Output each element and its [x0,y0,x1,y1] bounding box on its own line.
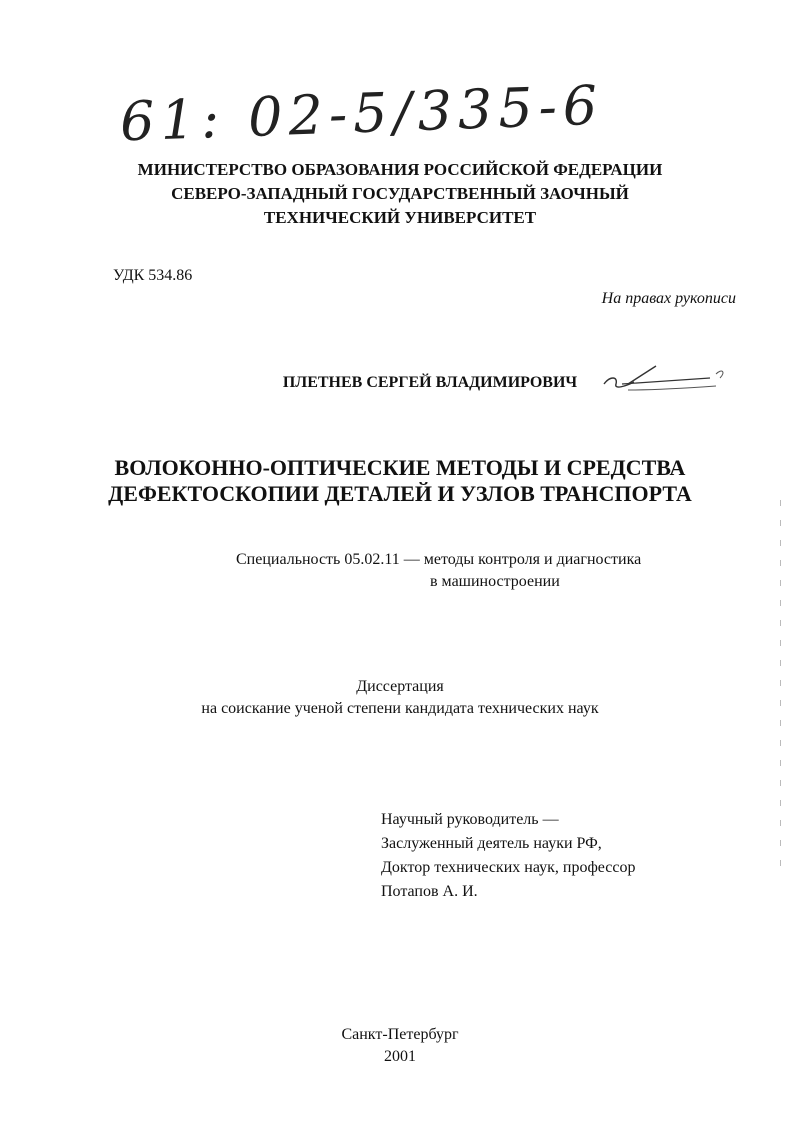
dissertation-type [0,676,800,720]
rights-note: На правах рукописи [601,290,736,307]
specialty-line-1: Специальность 05.02.11 — методы контроля и диагностика [236,551,642,568]
advisor-line-3: Доктор технических наук, профессор [381,859,636,876]
ministry-line-2: СЕВЕРО-ЗАПАДНЫЙ ГОСУДАРСТВЕННЫЙ ЗАОЧНЫЙ [171,184,629,203]
dissertation-line-2: на соискание ученой степени кандидата технических наук [201,700,599,717]
scientific-advisor [381,808,636,904]
udk-code: УДК 534.86 [113,267,193,284]
year: 2001 [384,1048,416,1065]
scan-edge-mark [779,500,782,880]
ministry-line-3: ТЕХНИЧЕСКИЙ УНИВЕРСИТЕТ [263,208,537,227]
archive-code-handwritten: 61: 02-5/335-6 [119,73,605,154]
author-name: ПЛЕТНЕВ СЕРГЕЙ ВЛАДИМИРОВИЧ [282,374,578,391]
specialty-line-2: в машиностроении [430,573,560,590]
specialty [236,549,641,593]
signature-mark [598,360,738,400]
ministry-line-1: МИНИСТЕРСТВО ОБРАЗОВАНИЯ РОССИЙСКОЙ ФЕДЕРАЦИИ [137,160,663,179]
advisor-line-4: Потапов А. И. [381,883,478,900]
dissertation-title [0,455,800,507]
title-line-2: ДЕФЕКТОСКОПИИ ДЕТАЛЕЙ И УЗЛОВ ТРАНСПОРТА [108,481,692,506]
advisor-line-2: Заслуженный деятель науки РФ, [381,835,602,852]
dissertation-line-1: Диссертация [356,678,444,695]
city: Санкт-Петербург [341,1026,459,1043]
advisor-line-1: Научный руководитель — [381,811,559,828]
title-line-1: ВОЛОКОННО-ОПТИЧЕСКИЕ МЕТОДЫ И СРЕДСТВА [114,455,686,480]
place-and-year [0,1024,800,1068]
ministry-header [0,158,800,230]
